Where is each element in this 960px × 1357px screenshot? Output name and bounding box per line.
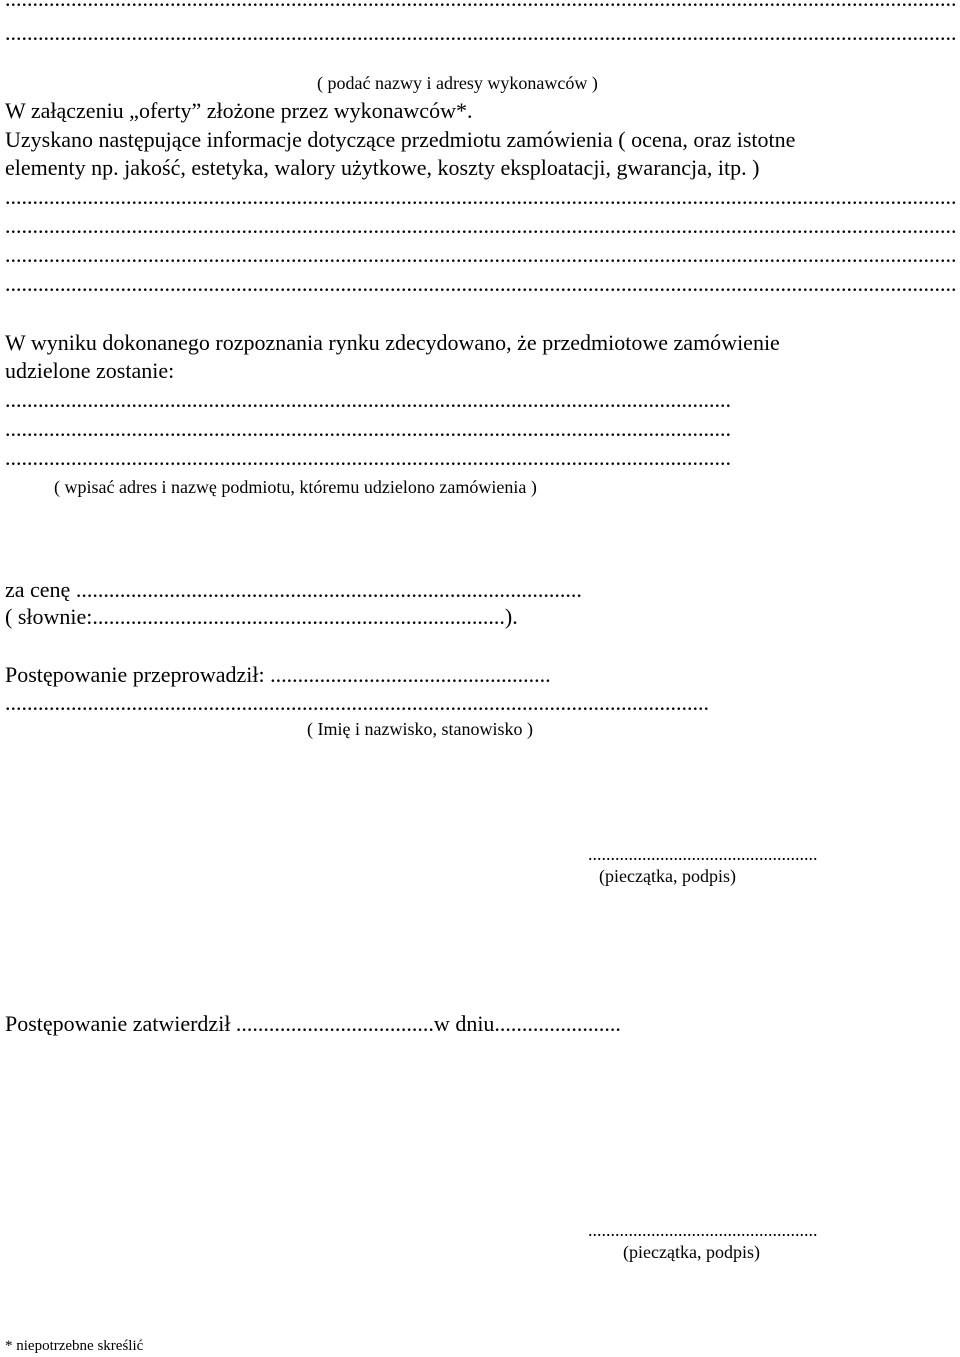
- dotted-line: [5, 271, 955, 297]
- price-line: za cenę ............................................................................................: [5, 577, 582, 602]
- dotted-line: [5, 690, 708, 716]
- offers-line: W załączeniu „oferty” złożone przez wykonawców*.: [5, 98, 473, 123]
- signature-dots: ...................................................: [588, 1220, 818, 1240]
- info-line-1: Uzyskano następujące informacje dotyczące przedmiotu zamówienia ( ocena, oraz istotne: [5, 127, 796, 152]
- dotted-line: [5, 416, 730, 442]
- dotted-line: [5, 184, 955, 210]
- dotted-line: [5, 0, 955, 12]
- price-words-line: ( słownie:...........................................................................).: [5, 604, 518, 629]
- price-label: za cenę ...: [5, 577, 93, 602]
- signature-caption: (pieczątka, podpis): [599, 866, 736, 886]
- signature-dots: ...................................................: [588, 844, 818, 864]
- approved-line: Postępowanie zatwierdził ....................................w dniu.......................: [5, 1011, 621, 1036]
- decision-line-1: W wyniku dokonanego rozpoznania rynku zdecydowano, że przedmiotowe zamówienie: [5, 330, 780, 355]
- caption-contractors: ( podać nazwy i adresy wykonawców ): [317, 73, 598, 93]
- caption-name: ( Imię i nazwisko, stanowisko ): [307, 719, 533, 739]
- signature-caption: (pieczątka, podpis): [623, 1242, 760, 1262]
- decision-line-2: udzielone zostanie:: [5, 358, 175, 383]
- dotted-line: [5, 20, 955, 46]
- info-line-2: elementy np. jakość, estetyka, walory użytkowe, koszty eksploatacji, gwarancja, itp. ): [5, 155, 760, 180]
- footnote: * niepotrzebne skreślić: [5, 1338, 144, 1354]
- caption-entity: ( wpisać adres i nazwę podmiotu, któremu udzielono zamówienia ): [54, 477, 537, 497]
- dotted-line: [5, 213, 955, 239]
- dotted-line: [5, 242, 955, 268]
- dotted-line: [5, 387, 730, 413]
- conducted-label: Postępowanie przeprowadził: ....: [5, 662, 293, 687]
- conducted-line: Postępowanie przeprowadził: ...................................................: [5, 662, 551, 687]
- dotted-line: [5, 445, 730, 471]
